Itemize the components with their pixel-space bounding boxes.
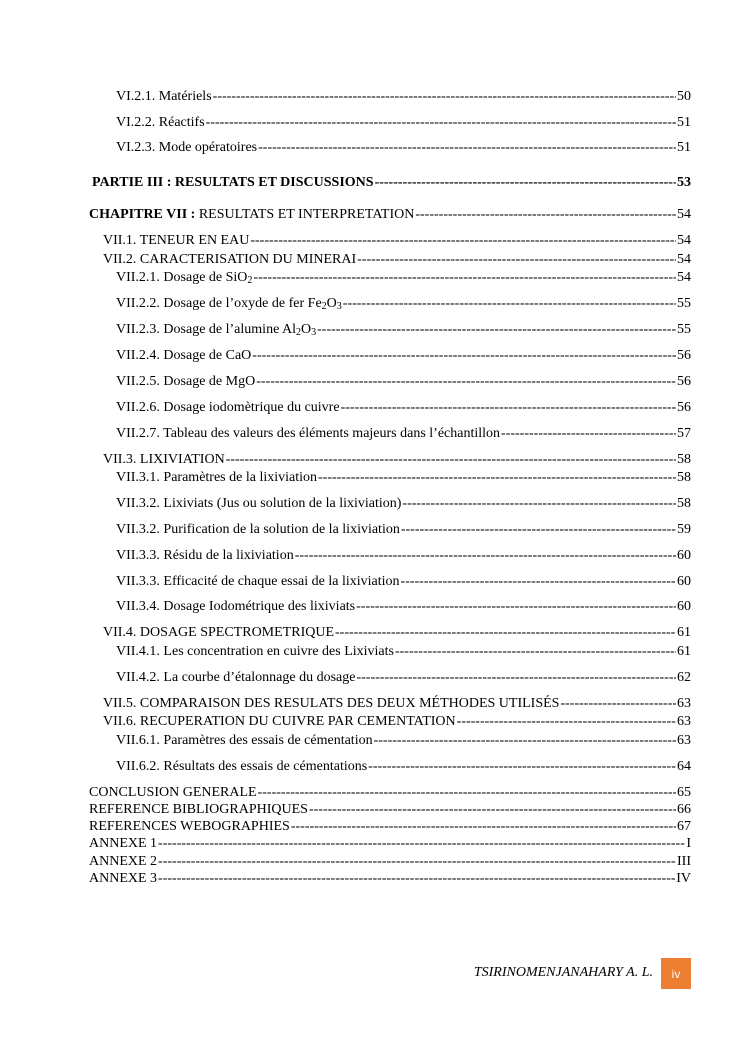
toc-entry-page: 60 bbox=[677, 574, 691, 589]
toc-entry-vii-2-5[interactable] bbox=[116, 374, 691, 391]
toc-entry-title: VII.3. LIXIVIATION bbox=[103, 452, 225, 467]
dot-leader bbox=[253, 270, 676, 286]
toc-entry-vii-2-2[interactable] bbox=[116, 296, 691, 313]
title-text: VII.2.2. Dosage de l’oxyde de fer Fe bbox=[116, 296, 322, 311]
toc-entry-title: CONCLUSION GENERALE bbox=[89, 785, 257, 800]
toc-entry-vii-1[interactable] bbox=[103, 233, 691, 250]
toc-entry-title: VII.4. DOSAGE SPECTROMETRIQUE bbox=[103, 625, 334, 640]
toc-entry-vii-4[interactable] bbox=[103, 625, 691, 642]
toc-entry-vii-4-1[interactable] bbox=[116, 644, 691, 661]
toc-entry-vii-2-4[interactable] bbox=[116, 348, 691, 365]
toc-entry-page: 67 bbox=[677, 819, 691, 834]
toc-entry-title: VII.4.2. La courbe d’étalonnage du dosage bbox=[116, 670, 356, 685]
dot-leader bbox=[356, 670, 676, 686]
toc-entry-vii-3-2b[interactable] bbox=[116, 522, 691, 539]
toc-entry-page: 60 bbox=[677, 548, 691, 563]
dot-leader bbox=[395, 644, 676, 660]
dot-leader bbox=[375, 175, 676, 191]
dot-leader bbox=[560, 696, 676, 712]
toc-entry-vii-5[interactable] bbox=[103, 696, 691, 713]
toc-entry-page: 58 bbox=[677, 452, 691, 467]
toc-entry-title bbox=[116, 322, 316, 338]
toc-entry-vii-3-1[interactable] bbox=[116, 470, 691, 487]
toc-entry-title: VII.3.2. Lixiviats (Jus ou solution de la lixiviation) bbox=[116, 496, 402, 511]
toc-entry-page: 60 bbox=[677, 599, 691, 614]
toc-entry-vi-2-1[interactable] bbox=[116, 89, 691, 106]
toc-entry-vii-3-3b[interactable] bbox=[116, 574, 691, 591]
toc-entry-title: VII.1. TENEUR EN EAU bbox=[103, 233, 250, 248]
toc-entry-page: 57 bbox=[677, 426, 691, 441]
title-text: O bbox=[301, 322, 312, 337]
toc-entry-page: 54 bbox=[677, 233, 691, 248]
subscript: 2 bbox=[296, 327, 302, 338]
chapter-title: RESULTATS ET INTERPRETATION bbox=[195, 207, 415, 222]
toc-entry-vi-2-3[interactable] bbox=[116, 140, 691, 157]
toc-entry-page: 55 bbox=[677, 322, 691, 337]
toc-entry-page: 59 bbox=[677, 522, 691, 537]
footer-author: TSIRINOMENJANAHARY A. L. bbox=[473, 965, 653, 980]
dot-leader bbox=[374, 733, 676, 749]
dot-leader bbox=[401, 522, 676, 538]
dot-leader bbox=[415, 207, 676, 223]
toc-entry-annexe-2[interactable] bbox=[89, 854, 691, 871]
toc-entry-vii-2-1[interactable] bbox=[116, 270, 691, 287]
toc-entry-vii-4-2[interactable] bbox=[116, 670, 691, 687]
dot-leader bbox=[291, 819, 676, 835]
toc-entry-page: 54 bbox=[677, 252, 691, 267]
toc-entry-title: ANNEXE 1 bbox=[89, 836, 158, 851]
toc-entry-page: 50 bbox=[677, 89, 691, 104]
toc-entry-title: VII.3.1. Paramètres de la lixiviation bbox=[116, 470, 317, 485]
toc-entry-title bbox=[116, 270, 252, 286]
dot-leader bbox=[341, 400, 676, 416]
toc-entry-vii-3-4[interactable] bbox=[116, 599, 691, 616]
toc-entry-page: 54 bbox=[677, 270, 691, 285]
toc-entry-title: VII.2.6. Dosage iodomètrique du cuivre bbox=[116, 400, 340, 415]
toc-entry-title: VII.6. RECUPERATION DU CUIVRE PAR CEMENTATION bbox=[103, 714, 456, 729]
toc-entry-title: VI.2.3. Mode opératoires bbox=[116, 140, 258, 155]
dot-leader bbox=[226, 452, 676, 468]
toc-entry-vii-2-3[interactable] bbox=[116, 322, 691, 339]
toc-entry-page: IV bbox=[676, 871, 691, 886]
dot-leader bbox=[317, 322, 676, 338]
dot-leader bbox=[206, 115, 676, 131]
title-text: VII.2.1. Dosage de SiO bbox=[116, 270, 248, 285]
toc-entry-conclusion[interactable] bbox=[89, 785, 691, 802]
toc-entry-title bbox=[89, 207, 414, 223]
toc-entry-vii-3[interactable] bbox=[103, 452, 691, 469]
toc-entry-page: 56 bbox=[677, 374, 691, 389]
dot-leader bbox=[401, 574, 676, 590]
toc-entry-page: 63 bbox=[677, 714, 691, 729]
dot-leader bbox=[356, 599, 676, 615]
dot-leader bbox=[457, 714, 676, 730]
dot-leader bbox=[501, 426, 676, 442]
toc-entry-page: 66 bbox=[677, 802, 691, 817]
toc-entry-page: 53 bbox=[677, 175, 691, 190]
toc-entry-vii-3-3a[interactable] bbox=[116, 548, 691, 565]
toc-entry-page: 65 bbox=[677, 785, 691, 800]
toc-entry-title: VII.3.3. Résidu de la lixiviation bbox=[116, 548, 294, 563]
toc-entry-page: 64 bbox=[677, 759, 691, 774]
toc-entry-vii-2-7[interactable] bbox=[116, 426, 691, 443]
toc-entry-page: 58 bbox=[677, 470, 691, 485]
toc-entry-vii-6-1[interactable] bbox=[116, 733, 691, 750]
toc-entry-page: 54 bbox=[677, 207, 691, 222]
toc-entry-annexe-3[interactable] bbox=[89, 871, 691, 888]
dot-leader bbox=[402, 496, 676, 512]
toc-entry-title: VII.3.4. Dosage Iodométrique des lixiviats bbox=[116, 599, 356, 614]
toc-entry-page: 56 bbox=[677, 348, 691, 363]
dot-leader bbox=[309, 802, 676, 818]
toc-entry-page: 61 bbox=[677, 625, 691, 640]
toc-entry-page: 51 bbox=[677, 115, 691, 130]
toc-entry-title: PARTIE III : RESULTATS ET DISCUSSIONS bbox=[92, 175, 374, 190]
toc-entry-vii-6-2[interactable] bbox=[116, 759, 691, 776]
toc-entry-page: 51 bbox=[677, 140, 691, 155]
toc-entry-title: VII.3.3. Efficacité de chaque essai de la lixiviation bbox=[116, 574, 400, 589]
toc-entry-page: 63 bbox=[677, 733, 691, 748]
toc-entry-page: 55 bbox=[677, 296, 691, 311]
toc-entry-title: VII.6.2. Résultats des essais de cémentations bbox=[116, 759, 368, 774]
dot-leader bbox=[368, 759, 676, 775]
chapter-label: CHAPITRE VII : bbox=[89, 207, 196, 222]
toc-entry-page: III bbox=[677, 854, 691, 869]
toc-entry-page: I bbox=[686, 836, 691, 851]
subscript: 2 bbox=[321, 301, 327, 312]
toc-entry-page: 58 bbox=[677, 496, 691, 511]
toc-entry-title: REFERENCES WEBOGRAPHIES bbox=[89, 819, 290, 834]
toc-entry-title: REFERENCE BIBLIOGRAPHIQUES bbox=[89, 802, 308, 817]
dot-leader bbox=[158, 854, 676, 870]
toc-entry-title: VII.4.1. Les concentration en cuivre des Lixiviats bbox=[116, 644, 394, 659]
title-text: VII.2.3. Dosage de l’alumine Al bbox=[116, 322, 297, 337]
toc-entry-title: ANNEXE 2 bbox=[89, 854, 158, 869]
toc-entry-title: VI.2.2. Réactifs bbox=[116, 115, 205, 130]
page-number-badge: iv bbox=[661, 958, 691, 989]
dot-leader bbox=[256, 374, 676, 390]
dot-leader bbox=[343, 296, 676, 312]
subscript: 2 bbox=[247, 275, 253, 286]
subscript: 3 bbox=[336, 301, 342, 312]
toc-entry-page: 62 bbox=[677, 670, 691, 685]
title-text: O bbox=[326, 296, 337, 311]
toc-entry-vii-2-6[interactable] bbox=[116, 400, 691, 417]
dot-leader bbox=[295, 548, 676, 564]
toc-entry-title: VII.2.4. Dosage de CaO bbox=[116, 348, 252, 363]
toc-entry-title: VII.2.7. Tableau des valeurs des éléments majeurs dans l’échantillon bbox=[116, 426, 501, 441]
toc-entry-webographie[interactable] bbox=[89, 819, 691, 836]
subscript: 3 bbox=[311, 327, 317, 338]
toc-entry-title: VII.5. COMPARAISON DES RESULATS DES DEUX MÉTHODES UTILISÉS bbox=[103, 696, 560, 711]
toc-entry-annexe-1[interactable] bbox=[89, 836, 691, 853]
dot-leader bbox=[318, 470, 676, 486]
toc-entry-chapitre-vii[interactable] bbox=[89, 207, 691, 224]
dot-leader bbox=[250, 233, 676, 249]
toc-entry-title: VII.2. CARACTERISATION DU MINERAI bbox=[103, 252, 357, 267]
dot-leader bbox=[158, 836, 685, 852]
toc-entry-page: 63 bbox=[677, 696, 691, 711]
toc-entry-vii-6[interactable] bbox=[103, 714, 691, 731]
toc-entry-title: VII.6.1. Paramètres des essais de cémentation bbox=[116, 733, 373, 748]
toc-entry-vii-3-2a[interactable] bbox=[116, 496, 691, 513]
toc-entry-title: VII.3.2. Purification de la solution de la lixiviation bbox=[116, 522, 400, 537]
dot-leader bbox=[357, 252, 676, 268]
dot-leader bbox=[213, 89, 676, 105]
toc-entry-title bbox=[116, 296, 342, 312]
dot-leader bbox=[335, 625, 676, 641]
dot-leader bbox=[258, 785, 676, 801]
toc-entry-bibliographie[interactable] bbox=[89, 802, 691, 819]
toc-entry-vii-2[interactable] bbox=[103, 252, 691, 269]
toc-entry-title: ANNEXE 3 bbox=[89, 871, 158, 886]
toc-entry-page: 56 bbox=[677, 400, 691, 415]
dot-leader bbox=[158, 871, 675, 887]
dot-leader bbox=[258, 140, 676, 156]
toc-entry-vi-2-2[interactable] bbox=[116, 115, 691, 132]
toc-entry-page: 61 bbox=[677, 644, 691, 659]
toc-entry-title: VI.2.1. Matériels bbox=[116, 89, 212, 104]
toc-entry-title: VII.2.5. Dosage de MgO bbox=[116, 374, 256, 389]
toc-entry-partie-iii[interactable] bbox=[92, 175, 691, 192]
dot-leader bbox=[252, 348, 676, 364]
